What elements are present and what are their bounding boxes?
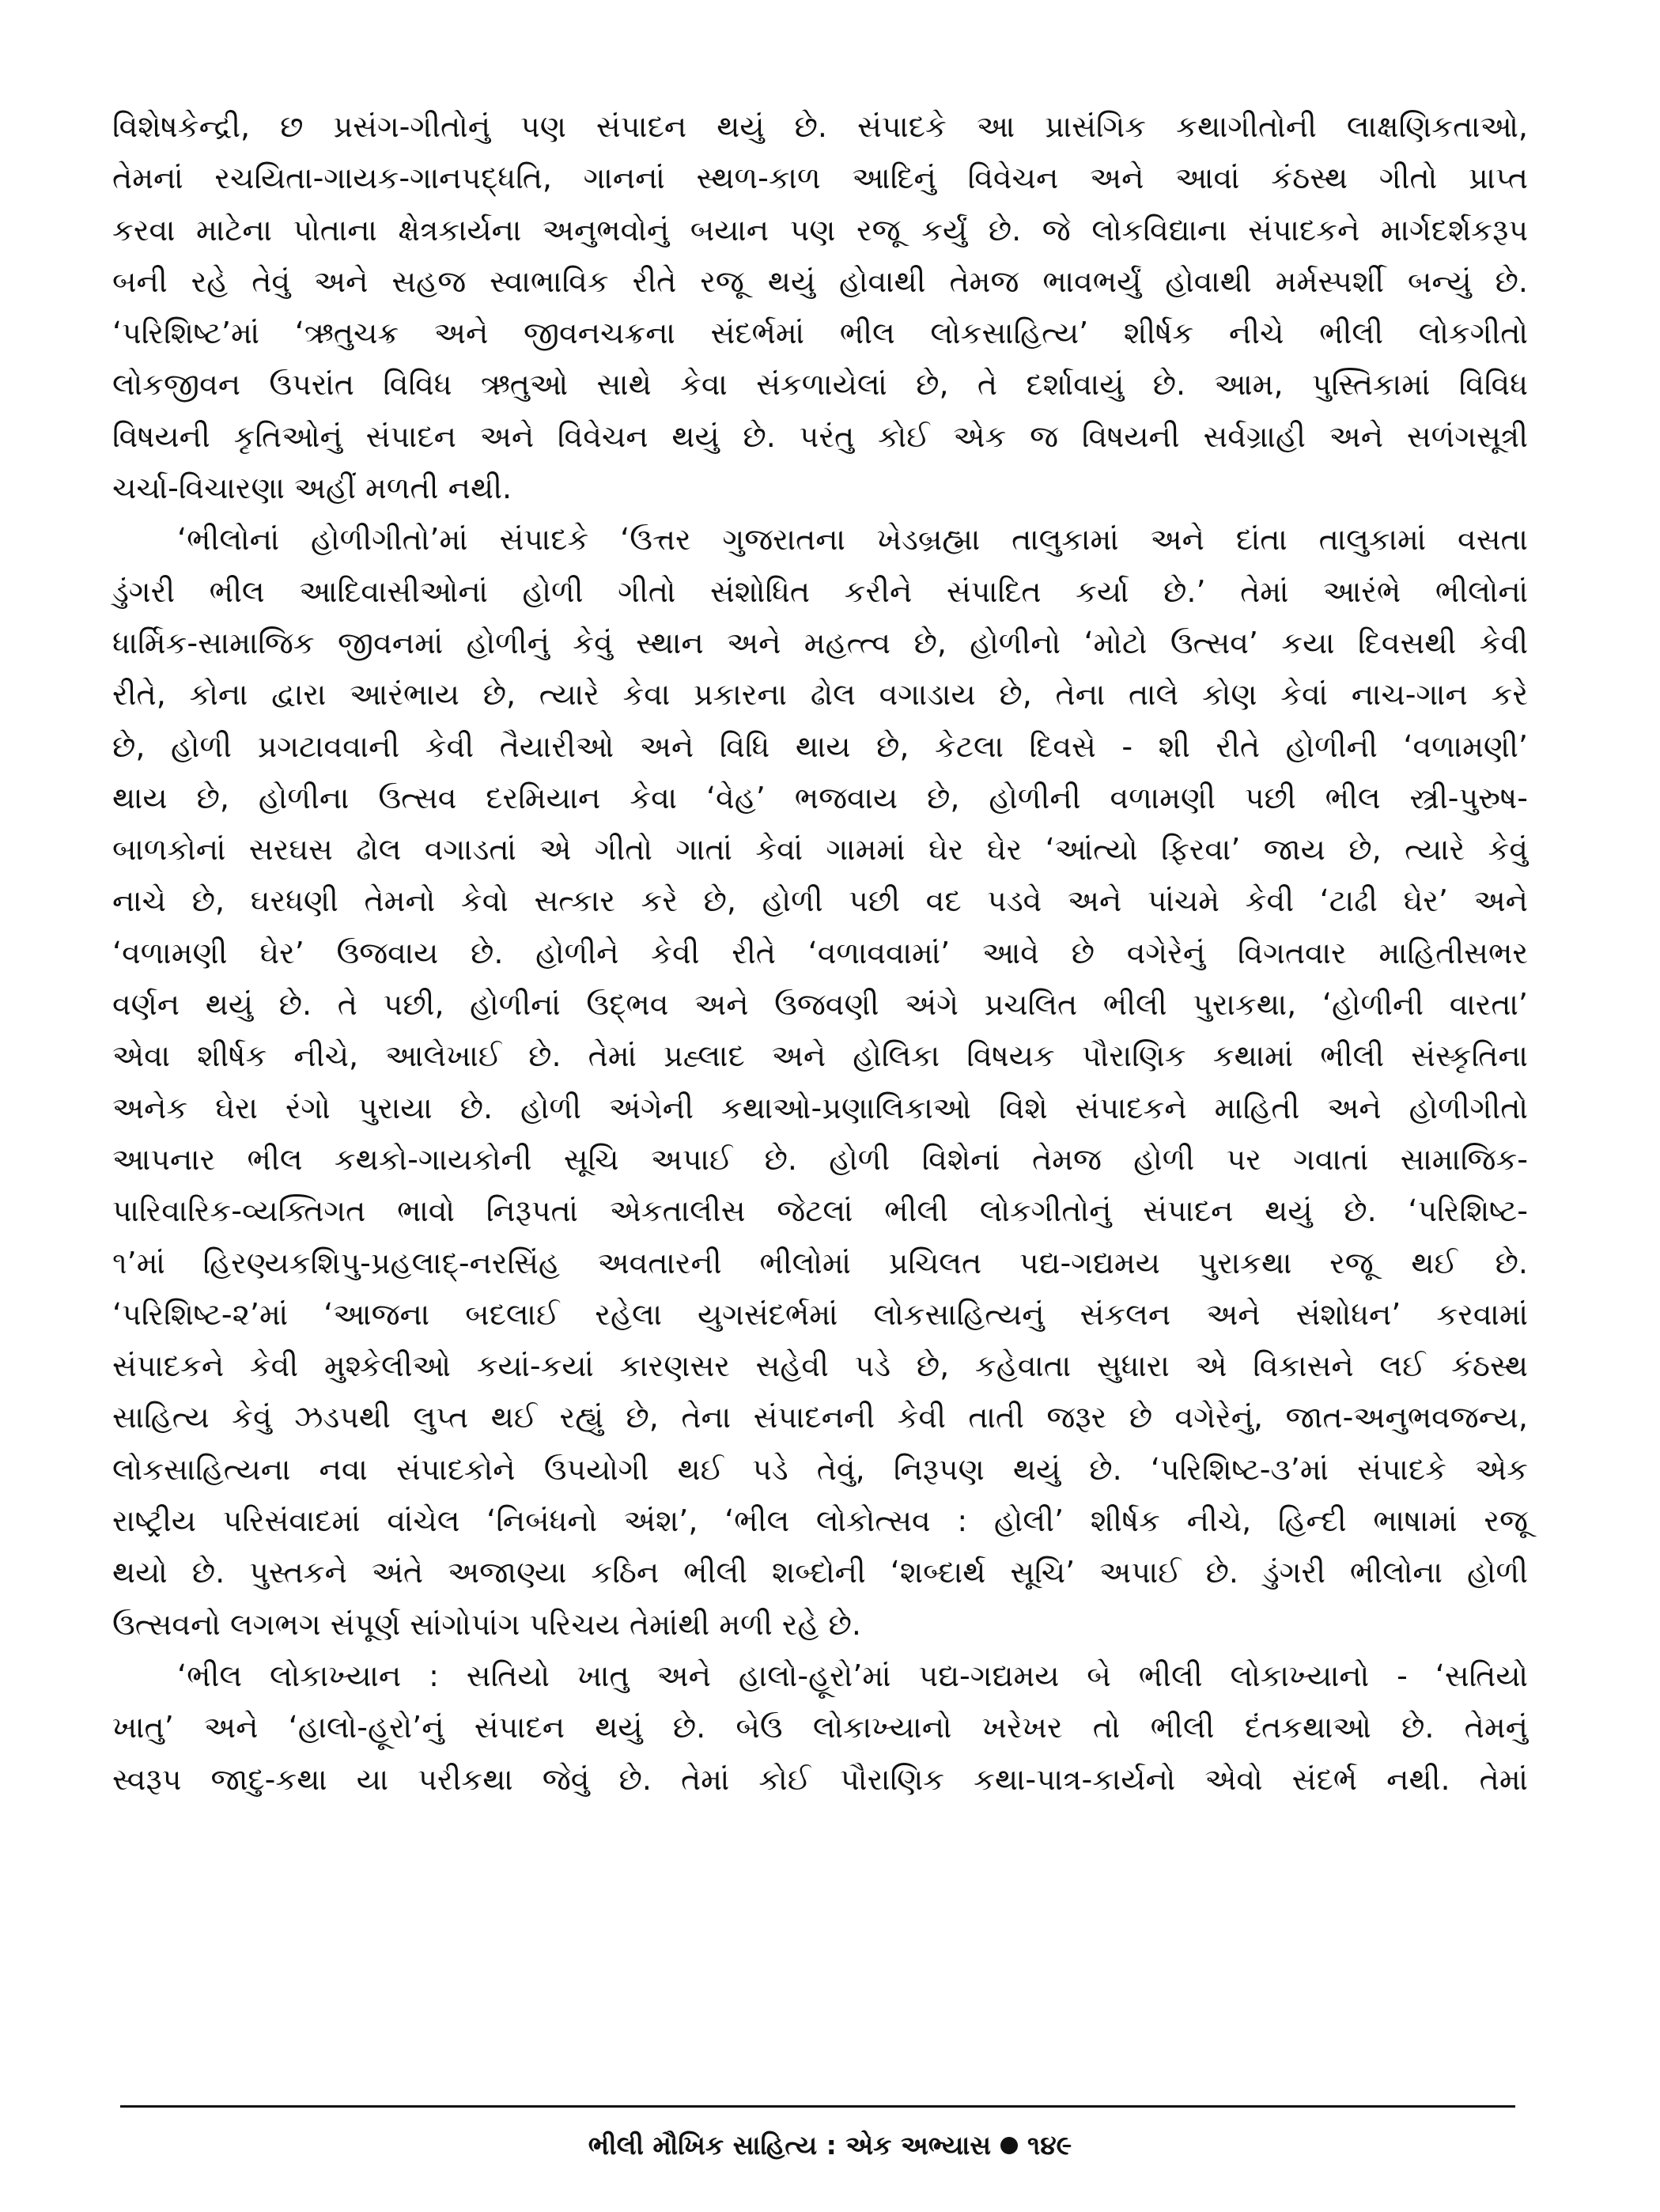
text-line: તેમનાં રચયિતા-ગાયક-ગાનપદ્ધતિ, ગાનનાં સ્થળ-કાળ આદિનું વિવેચન અને આવાં કંઠસ્થ ગીતો પ્રાપ્ત (112, 161, 1528, 196)
page-number: ૧૪૯ (1027, 2130, 1072, 2161)
paragraph-2 (112, 514, 1528, 1650)
text-line: સાહિત્ય કેવું ઝડપથી લુપ્ત થઈ રહ્યું છે, તેના સંપાદનની કેવી તાતી જરૂર છે વગેરેનું, જાત-અનુભવજન્ય, (112, 1400, 1528, 1435)
text-line: નાચે છે, ઘરધણી તેમનો કેવો સત્કાર કરે છે, હોળી પછી વદ પડવે અને પાંચમે કેવી ‘ટાઢી ઘેર’ અને (112, 883, 1528, 919)
text-line: થયો છે. પુસ્તકને અંતે અજાણ્યા કઠિન ભીલી શબ્દોની ‘શબ્દાર્થ સૂચિ’ અપાઈ છે. ડુંગરી ભીલોના હોળી (112, 1555, 1528, 1590)
text-line: વર્ણન થયું છે. તે પછી, હોળીનાં ઉદ્ભવ અને ઉજવણી અંગે પ્રચલિત ભીલી પુરાકથા, ‘હોળીની વારતા’ (112, 987, 1528, 1023)
bullet-icon (1000, 2137, 1018, 2154)
text-line: એવા શીર્ષક નીચે, આલેખાઈ છે. તેમાં પ્રહ્લાદ અને હોલિકા વિષયક પૌરાણિક કથામાં ભીલી સંસ્કૃતિના (112, 1038, 1528, 1074)
text-line: રાષ્ટ્રીય પરિસંવાદમાં વાંચેલ ‘નિબંધનો અંશ’, ‘ભીલ લોકોત્સવ : હોલી’ શીર્ષક નીચે, હિન્દી ભાષામાં રજૂ (112, 1503, 1528, 1539)
text-line: બની રહે તેવું અને સહજ સ્વાભાવિક રીતે રજૂ થયું હોવાથી તેમજ ભાવભર્યું હોવાથી મર્મસ્પર્શી બન્યું છે. (112, 263, 1528, 299)
text-line: ‘ભીલોનાં હોળીગીતો’માં સંપાદકે ‘ઉત્તર ગુજરાતના ખેડબ્રહ્મા તાલુકામાં અને દાંતા તાલુકામાં વસતા (177, 522, 1528, 558)
text-line: ૧’માં હિરણ્યકશિપુ-પ્રહલાદ્-નરસિંહ અવતારની ભીલોમાં પ્રચિલત પદ્ય-ગદ્યમય પુરાકથા રજૂ થઈ છે. (112, 1245, 1528, 1280)
text-line: સ્વરૂપ જાદુ-કથા યા પરીકથા જેવું છે. તેમાં કોઈ પૌરાણિક કથા-પાત્ર-કાર્યનો એવો સંદર્ભ નથી. તેમાં (112, 1761, 1528, 1797)
text-line: પારિવારિક-વ્યક્તિગત ભાવો નિરૂપતાં એકતાલીસ જેટલાં ભીલી લોકગીતોનું સંપાદન થયું છે. ‘પરિશિષ્ટ- (112, 1193, 1528, 1229)
text-line: કરવા માટેના પોતાના ક્ષેત્રકાર્યના અનુભવોનું બયાન પણ રજૂ કર્યું છે. જે લોકવિદ્યાના સંપાદકને માર્ગદર્શકરૂપ (112, 212, 1528, 248)
book-title: ભીલી મૌખિક સાહિત્ય : એક અભ્યાસ (588, 2130, 992, 2161)
body-text (112, 101, 1528, 1806)
text-line: બાળકોનાં સરઘસ ઢોલ વગાડતાં એ ગીતો ગાતાં કેવાં ગામમાં ઘેર ઘેર ‘આંત્યો ફિરવા’ જાય છે, ત્યારે કેવું (112, 832, 1528, 868)
paragraph-3 (112, 1650, 1528, 1806)
text-line: છે, હોળી પ્રગટાવવાની કેવી તૈયારીઓ અને વિધિ થાય છે, કેટલા દિવસે - શી રીતે હોળીની ‘વળામણી’ (112, 728, 1528, 764)
text-line: રીતે, કોના દ્વારા આરંભાય છે, ત્યારે કેવા પ્રકારના ઢોલ વગાડાય છે, તેના તાલે કોણ કેવાં નાચ-ગાન કરે (112, 677, 1528, 713)
text-line: ‘ભીલ લોકાખ્યાન : સતિયો ખાતુ અને હાલો-હૂરો’માં પદ્ય-ગદ્યમય બે ભીલી લોકાખ્યાનો - ‘સતિયો (177, 1658, 1528, 1693)
text-line: આપનાર ભીલ કથકો-ગાયકોની સૂચિ અપાઈ છે. હોળી વિશેનાં તેમજ હોળી પર ગવાતાં સામાજિક- (112, 1141, 1528, 1177)
text-line: ચર્ચા-વિચારણા અહીં મળતી નથી. (112, 471, 512, 506)
text-line: ડુંગરી ભીલ આદિવાસીઓનાં હોળી ગીતો સંશોધિત કરીને સંપાદિત કર્યા છે.’ તેમાં આરંભે ભીલોનાં (112, 573, 1528, 609)
page-footer (0, 2126, 1660, 2165)
text-line: ‘વળામણી ઘેર’ ઉજવાય છે. હોળીને કેવી રીતે ‘વળાવવામાં’ આવે છે વગેરેનું વિગતવાર માહિતીસભર (112, 935, 1528, 970)
text-line: ખાતુ’ અને ‘હાલો-હૂરો’નું સંપાદન થયું છે. બેઉ લોકાખ્યાનો ખરેખર તો ભીલી દંતકથાઓ છે. તેમનું (112, 1710, 1528, 1745)
text-line: ઉત્સવનો લગભગ સંપૂર્ણ સાંગોપાંગ પરિચય તેમાંથી મળી રહે છે. (112, 1606, 861, 1642)
text-line: વિષયની કૃતિઓનું સંપાદન અને વિવેચન થયું છે. પરંતુ કોઈ એક જ વિષયની સર્વગ્રાહી અને સળંગસૂત્રી (112, 418, 1528, 454)
text-line: વિશેષકેન્દ્રી, છ પ્રસંગ-ગીતોનું પણ સંપાદન થયું છે. સંપાદકે આ પ્રાસંગિક કથાગીતોની લાક્ષણિકતાઓ, (112, 109, 1528, 144)
text-line: લોકસાહિત્યના નવા સંપાદકોને ઉપયોગી થઈ પડે તેવું, નિરૂપણ થયું છે. ‘પરિશિષ્ટ-૩’માં સંપાદકે એક (112, 1451, 1528, 1487)
text-line: ધાર્મિક-સામાજિક જીવનમાં હોળીનું કેવું સ્થાન અને મહત્ત્વ છે, હોળીનો ‘મોટો ઉત્સવ’ કયા દિવસથી કેવી (112, 625, 1528, 660)
text-line: થાય છે, હોળીના ઉત્સવ દરમિયાન કેવા ‘વેહ’ ભજવાય છે, હોળીની વળામણી પછી ભીલ સ્ત્રી-પુરુષ- (112, 780, 1528, 815)
text-line: અનેક ઘેરા રંગો પુરાયા છે. હોળી અંગેની કથાઓ-પ્રણાલિકાઓ વિશે સંપાદકને માહિતી અને હોળીગીતો (112, 1090, 1528, 1125)
text-line: સંપાદકને કેવી મુશ્કેલીઓ કયાં-કયાં કારણસર સહેવી પડે છે, કહેવાતા સુધારા એ વિકાસને લઈ કંઠસ્થ (112, 1348, 1528, 1384)
footer-divider (120, 2105, 1515, 2108)
text-line: લોકજીવન ઉપરાંત વિવિધ ઋતુઓ સાથે કેવા સંકળાયેલાં છે, તે દર્શાવાયું છે. આમ, પુસ્તિકામાં વિવિધ (112, 367, 1528, 403)
text-line: ‘પરિશિષ્ટ-૨’માં ‘આજના બદલાઈ રહેલા યુગસંદર્ભમાં લોકસાહિત્યનું સંકલન અને સંશોધન’ કરવામાં (112, 1296, 1528, 1332)
text-line: ‘પરિશિષ્ટ’માં ‘ઋતુચક્ર અને જીવનચક્રના સંદર્ભમાં ભીલ લોકસાહિત્ય’ શીર્ષક નીચે ભીલી લોકગીતો (112, 316, 1528, 351)
paragraph-1 (112, 101, 1528, 514)
